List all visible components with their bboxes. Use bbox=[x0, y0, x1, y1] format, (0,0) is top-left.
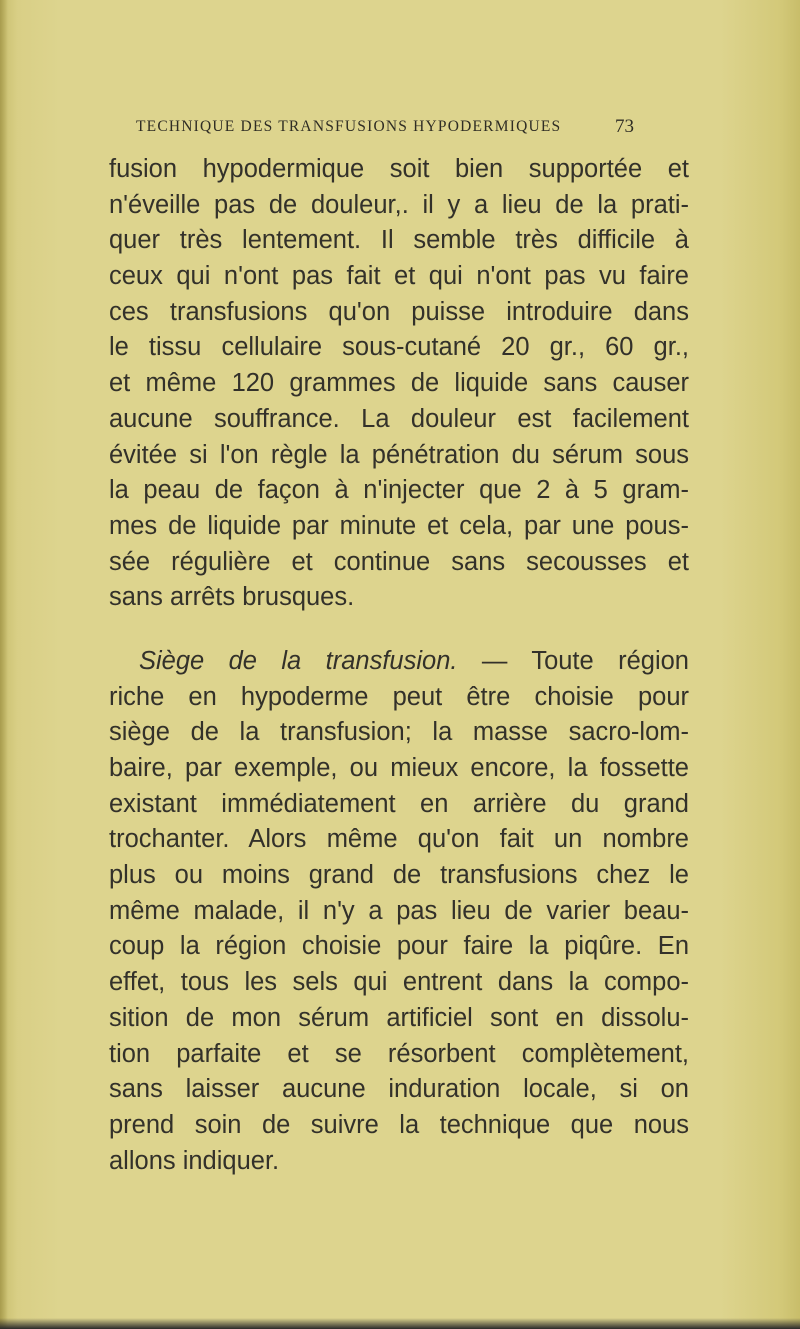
text-line: sans laisser aucune induration locale, si on bbox=[109, 1075, 689, 1104]
text-line: aucune souffrance. La douleur est facilement bbox=[109, 404, 689, 433]
text-line: ceux qui n'ont pas fait et qui n'ont pas vu faire bbox=[109, 262, 689, 291]
body-text bbox=[109, 152, 689, 1179]
text-line: sée régulière et continue sans secousses et bbox=[109, 547, 689, 576]
text-line: le tissu cellulaire sous-cutané 20 gr., 60 gr., bbox=[109, 333, 689, 362]
text-line: fusion hypodermique soit bien supportée et bbox=[109, 155, 689, 183]
text-line: même malade, il n'y a pas lieu de varier beau- bbox=[109, 896, 689, 925]
text-line: évitée si l'on règle la pénétration du sérum sous bbox=[109, 440, 689, 469]
text-line: prend soin de suivre la technique que nous bbox=[109, 1110, 689, 1139]
text-line: coup la région choisie pour faire la piqûre. En bbox=[109, 932, 689, 961]
text-line: sition de mon sérum artificiel sont en dissolu- bbox=[109, 1003, 689, 1032]
text-line: n'éveille pas de douleur,. il y a lieu de la prati- bbox=[109, 190, 689, 219]
running-header bbox=[136, 118, 656, 136]
text-line: effet, tous les sels qui entrent dans la compo- bbox=[109, 968, 689, 997]
running-title: TECHNIQUE DES TRANSFUSIONS HYPODERMIQUES bbox=[136, 118, 562, 135]
section-heading-line bbox=[109, 644, 689, 680]
text-line: et même 120 grammes de liquide sans causer bbox=[109, 369, 689, 398]
text-line: quer très lentement. Il semble très difficile à bbox=[109, 226, 689, 255]
text-line: plus ou moins grand de transfusions chez le bbox=[109, 861, 689, 890]
text-line: ces transfusions qu'on puisse introduire dans bbox=[109, 297, 689, 326]
text-line: riche en hypoderme peut être choisie pour bbox=[109, 682, 689, 711]
text-line: existant immédiatement en arrière du grand bbox=[109, 789, 689, 818]
text-line: la peau de façon à n'injecter que 2 à 5 gram- bbox=[109, 476, 689, 505]
text-line: trochanter. Alors même qu'on fait un nombre bbox=[109, 825, 689, 854]
page-number: 73 bbox=[615, 116, 634, 137]
section-heading-rest: — Toute région bbox=[457, 646, 689, 675]
text-line: tion parfaite et se résorbent complètement, bbox=[109, 1039, 689, 1068]
paragraph-2 bbox=[109, 644, 689, 1179]
paragraph-1 bbox=[109, 152, 689, 616]
text-line: mes de liquide par minute et cela, par une pous- bbox=[109, 511, 689, 540]
text-line: sans arrêts brusques. bbox=[109, 583, 355, 612]
text-line: siège de la transfusion; la masse sacro-lom- bbox=[109, 718, 689, 747]
text-line: allons indiquer. bbox=[109, 1146, 280, 1175]
section-heading: Siège de la transfusion. bbox=[139, 646, 458, 675]
page-gutter-shadow bbox=[0, 0, 8, 1329]
text-line: baire, par exemple, ou mieux encore, la fossette bbox=[109, 754, 689, 782]
page-bottom-shadow bbox=[0, 1318, 800, 1329]
